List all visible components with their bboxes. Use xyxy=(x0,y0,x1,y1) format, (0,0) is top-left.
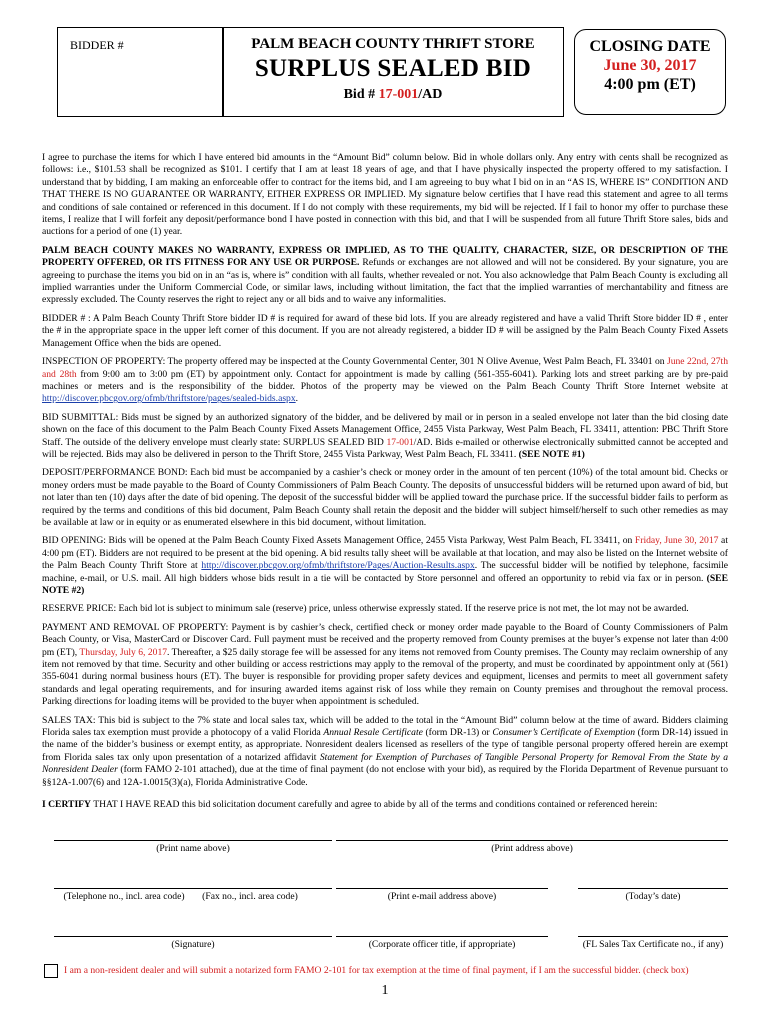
org-name: PALM BEACH COUNTY THRIFT STORE xyxy=(251,36,535,52)
note-2: (SEE NOTE #2) xyxy=(42,572,728,596)
bid-prefix: Bid # xyxy=(343,87,379,102)
signature-line[interactable] xyxy=(54,936,332,937)
opening-text: BID OPENING: Bids will be opened at the Palm Beach County Fixed Assets Management Office, 2455 Vista Parkway, West Palm Beach, FL 33411, on xyxy=(42,535,635,547)
bidder-number-box[interactable] xyxy=(57,27,224,117)
bid-opening-paragraph xyxy=(42,535,728,597)
submittal-text: BID SUBMITTAL: Bids must be signed by an authorized signatory of the bidder, and be delivered by mail or in person in a sealed envelope not later than the bid closing date shown on the face of this document to the Palm Beach County Fixed Assets Management Office, 2455 Vista Parkway, West Palm Beach, FL 33411, attention: PBC Thrift Store Staff. The outside of the delivery envelope must clearly state: SURPLUS SEALED BID xyxy=(42,411,728,448)
payment-deadline: Thursday, July 6, 2017 xyxy=(79,646,168,658)
page-title: SURPLUS SEALED BID xyxy=(254,55,532,82)
opening-date: Friday, June 30, 2017 xyxy=(634,535,719,547)
inspection-dates: June 22nd, 27th and 28th xyxy=(42,356,729,380)
inspection-paragraph xyxy=(42,356,728,406)
payment-text: PAYMENT AND REMOVAL OF PROPERTY: Payment is by cashier’s check, certified check or money order made payable to the Board of County Commissioners of Palm Beach County, or Visa, MasterCard or Discover Card. Full payment must be received and the property removed from County premises at the buyer’s expense not later than 4:00 pm (ET), xyxy=(42,621,728,658)
corporate-title-label: (Corporate officer title, if appropriate) xyxy=(368,939,516,950)
inspection-text: INSPECTION OF PROPERTY: The property offered may be inspected at the County Governmental Center, 301 N Olive Avenue, West Palm Beach, FL 33401 on xyxy=(42,356,667,368)
closing-time: 4:00 pm (ET) xyxy=(604,76,696,93)
bidder-id-paragraph: BIDDER # : A Palm Beach County Thrift Store bidder ID # is required for award of these bid lots. If you are already registered and have a valid Thrift Store bidder ID # , enter the # in the appropriate space in the upper left corner of this document. If you are not already registered, a bidder ID # will be assigned by the Palm Beach County Fixed Assets Management Office when the bids are opened. xyxy=(42,312,728,349)
nonresident-statement: I am a non-resident dealer and will submit a notarized form FAMO 2-101 for tax exemption at the time of final payment, if I am the successful bidder. (check box) xyxy=(64,965,689,976)
tax-form-1: Annual Resale Certificate xyxy=(323,727,423,739)
certify-statement xyxy=(42,799,728,810)
fax-label: (Fax no., incl. area code) xyxy=(202,891,298,902)
bid-submittal-paragraph xyxy=(42,412,728,462)
tax-certificate-line[interactable] xyxy=(578,936,728,937)
warranty-text: Refunds or exchanges are not allowed and will not be considered. By your signature, you are agreeing to purchase the items you bid on in an “as is, where is” condition with all faults, whether revealed or not. You also acknowledge that Palm Beach County is excluding all implied warranties under the Uniform Commercial Code, or similar laws, including without limitation, the fact that the implied warranties of merchantability and fitness are expressly excluded. The County reserves the right to reject any or all bids and to waive any informalities. xyxy=(42,257,728,306)
certify-bold: I CERTIFY xyxy=(42,799,91,810)
bidder-label: BIDDER # xyxy=(70,38,124,52)
tax-form-2: Consumer’s Certificate of Exemption xyxy=(492,727,636,739)
print-name-line[interactable] xyxy=(54,840,332,841)
closing-date: June 30, 2017 xyxy=(603,57,697,74)
print-address-label: (Print address above) xyxy=(491,843,573,854)
note-1: (SEE NOTE #1) xyxy=(518,448,585,460)
terms-body xyxy=(42,152,728,795)
reserve-price-paragraph: RESERVE PRICE: Each bid lot is subject to minimum sale (reserve) price, unless otherwise expressly stated. If the reserve price is not met, the lot may not be awarded. xyxy=(42,603,689,615)
warranty-paragraph xyxy=(42,245,728,307)
email-label: (Print e-mail address above) xyxy=(387,891,497,902)
closing-title: CLOSING DATE xyxy=(589,38,711,55)
signature-label: (Signature) xyxy=(171,939,215,950)
title-box xyxy=(222,27,564,117)
sales-tax-paragraph xyxy=(42,715,728,789)
tax-form-3: Statement for Exemption of Purchases of Tangible Personal Property for Removal From the State by a Nonresident Dealer xyxy=(42,751,728,776)
auction-results-link[interactable]: http://discover.pbcgov.org/ofmb/thriftstore/Pages/Auction-Results.aspx xyxy=(201,560,475,572)
nonresident-checkbox[interactable] xyxy=(44,964,58,978)
submittal-text-2: /AD. Bids e-mailed or otherwise electronically submitted cannot be accepted and will be rejected. Bids may also be delivered in person to the Thrift Store, 2455 Vista Parkway, West Palm Beach, FL 33411. xyxy=(42,436,728,460)
submittal-bid-id: 17-001 xyxy=(386,436,414,448)
print-name-label: (Print name above) xyxy=(156,843,230,854)
warranty-bold: PALM BEACH COUNTY MAKES NO WARRANTY, EXPRESS OR IMPLIED, AS TO THE QUALITY, CHARACTER, SIZE, OR DESCRIPTION OF THE PROPERTY OFFERED, OR ITS FITNESS FOR ANY USE OR PURPOSE. xyxy=(42,244,728,269)
deposit-paragraph: DEPOSIT/PERFORMANCE BOND: Each bid must be accompanied by a cashier’s check or money order in the amount of ten percent (10%) of the total amount bid. Checks or money orders must be made payable to the Board of County Commissioners of Palm Beach County. The deposits of unsuccessful bidders will be returned upon award of bid, but not later than ten (10) days after the date of bid opening. The deposit of the successful bidder will be applied toward the purchase price. If the successful bidder fails to perform as required by the terms and conditions of this bid document, Palm Beach County shall retain the deposit and the bidder will subject himself/herself to such other remedies as may be available at law or in equity or as enumerated elsewhere in this bid document, without limitation. xyxy=(42,467,728,528)
header xyxy=(57,27,727,117)
inspection-end: . xyxy=(295,393,299,405)
tax-text: SALES TAX: This bid is subject to the 7% state and local sales tax, which will be added to the total in the “Amount Bid” column below at the time of award. Bidders claiming Florida sales tax exemption must provide a photocopy of a valid Florida xyxy=(42,714,728,739)
sealed-bids-link[interactable]: http://discover.pbcgov.org/ofmb/thriftstore/pages/sealed-bids.aspx xyxy=(42,393,296,405)
certify-text: THAT I HAVE READ this bid solicitation document carefully and agree to abide by all of the terms and conditions contained or referenced herein: xyxy=(90,799,658,810)
bid-number xyxy=(223,87,563,103)
tax-text-3: (form DR-14) issued in the name of the bidder’s business or exempt entity, as appropriate. Nonresident dealers licensed as resellers of the type of tangible personal property offered herein are exempt from Florida sales tax only upon presentation of a notarized affidavit xyxy=(42,727,729,763)
email-line[interactable] xyxy=(336,888,548,889)
closing-date-box xyxy=(574,29,726,115)
agreement-paragraph: I agree to purchase the items for which I have entered bid amounts in the “Amount Bid” column below. Bid in whole dollars only. Any entry with cents shall be recognized as follows: i.e., $101.53 shall be recognized as $101. I certify that I am at least 18 years of age, and that I have physically inspected the property offered to my satisfaction. I understand that by bidding, I am making an enforceable offer to contract for the items bid, and I am agreeing to buy what I bid on in an “AS IS, WHERE IS” CONDITION AND THAT THERE IS NO GUARANTEE OR WARRANTY, EITHER EXPRESS OR IMPLIED. My signature below certifies that I have read this statement and agree to all terms and conditions of sale contained or referenced in this document. If I do not comply with these requirements, my bid will be rejected. If I fail to honor my offer to purchase these items, I realize that I will forfeit any deposit/performance bond I have posted in connection with this bid, and that I will be suspended from all future Thrift Store sales, bids and auctions for a period of one (1) year. xyxy=(42,152,728,238)
phone-fax-line[interactable] xyxy=(54,888,332,889)
tax-text-2: (form DR-13) or xyxy=(422,727,493,739)
telephone-label: (Telephone no., incl. area code) xyxy=(63,891,185,902)
corporate-title-line[interactable] xyxy=(336,936,548,937)
payment-paragraph xyxy=(42,622,728,709)
date-line[interactable] xyxy=(578,888,728,889)
page-number: 1 xyxy=(381,983,389,998)
payment-text-2: . Thereafter, a $25 daily storage fee will be assessed for any items not removed from County premises. The County may reclaim ownership of any item not removed by that time. Security and other building or access restrictions may apply to the removal of the property, and must be coordinated by appointment only at (561) 355-6041 during normal business hours (ET). The buyer is responsible for providing proper safety devices and equipment, licenses and permits to meet all government safety standards and legal operating requirements, and for insuring awarded items against risk of loss while they remain on County premises and throughout the removal process. Parking directions for loading items will be provided to the buyer when appointment is scheduled. xyxy=(42,646,728,708)
opening-text-2: at 4:00 pm (ET). Bidders are not required to be present at the bid opening. A bid results tally sheet will be available at that location, and may also be listed on the Internet website of the Palm Beach County Thrift Store at xyxy=(42,535,728,572)
opening-text-3: . The successful bidder will be notified by telephone, facsimile machine, e-mail, or U.S. mail. All high bidders whose bids result in a tie will be contacted by Store personnel and offered an opportunity to rebid via fax or in person. xyxy=(42,560,728,584)
print-address-line[interactable] xyxy=(336,840,728,841)
tax-certificate-label: (FL Sales Tax Certificate no., if any) xyxy=(582,939,724,950)
bid-id: 17-001 xyxy=(378,87,419,102)
inspection-text-2: from 9:00 am to 3:00 pm (ET) by appointment only. Contact for appointment is made by calling (561-355-6041). Parking lots and street parking are by pre-paid machines or meters and is the responsibility of the bidder. Photos of the property may be viewed on the Palm Beach County Thrift Store Internet website at xyxy=(42,368,728,392)
tax-text-4: (form FAMO 2-101 attached), due at the time of final payment (do not enclose with your bid), as required by the Florida Department of Revenue pursuant to §§12A-1.007(6) and 12A-1.0015(3)(a), Florida Administrative Code. xyxy=(42,764,728,788)
bid-suffix: /AD xyxy=(418,87,443,102)
date-label: (Today’s date) xyxy=(625,891,681,902)
